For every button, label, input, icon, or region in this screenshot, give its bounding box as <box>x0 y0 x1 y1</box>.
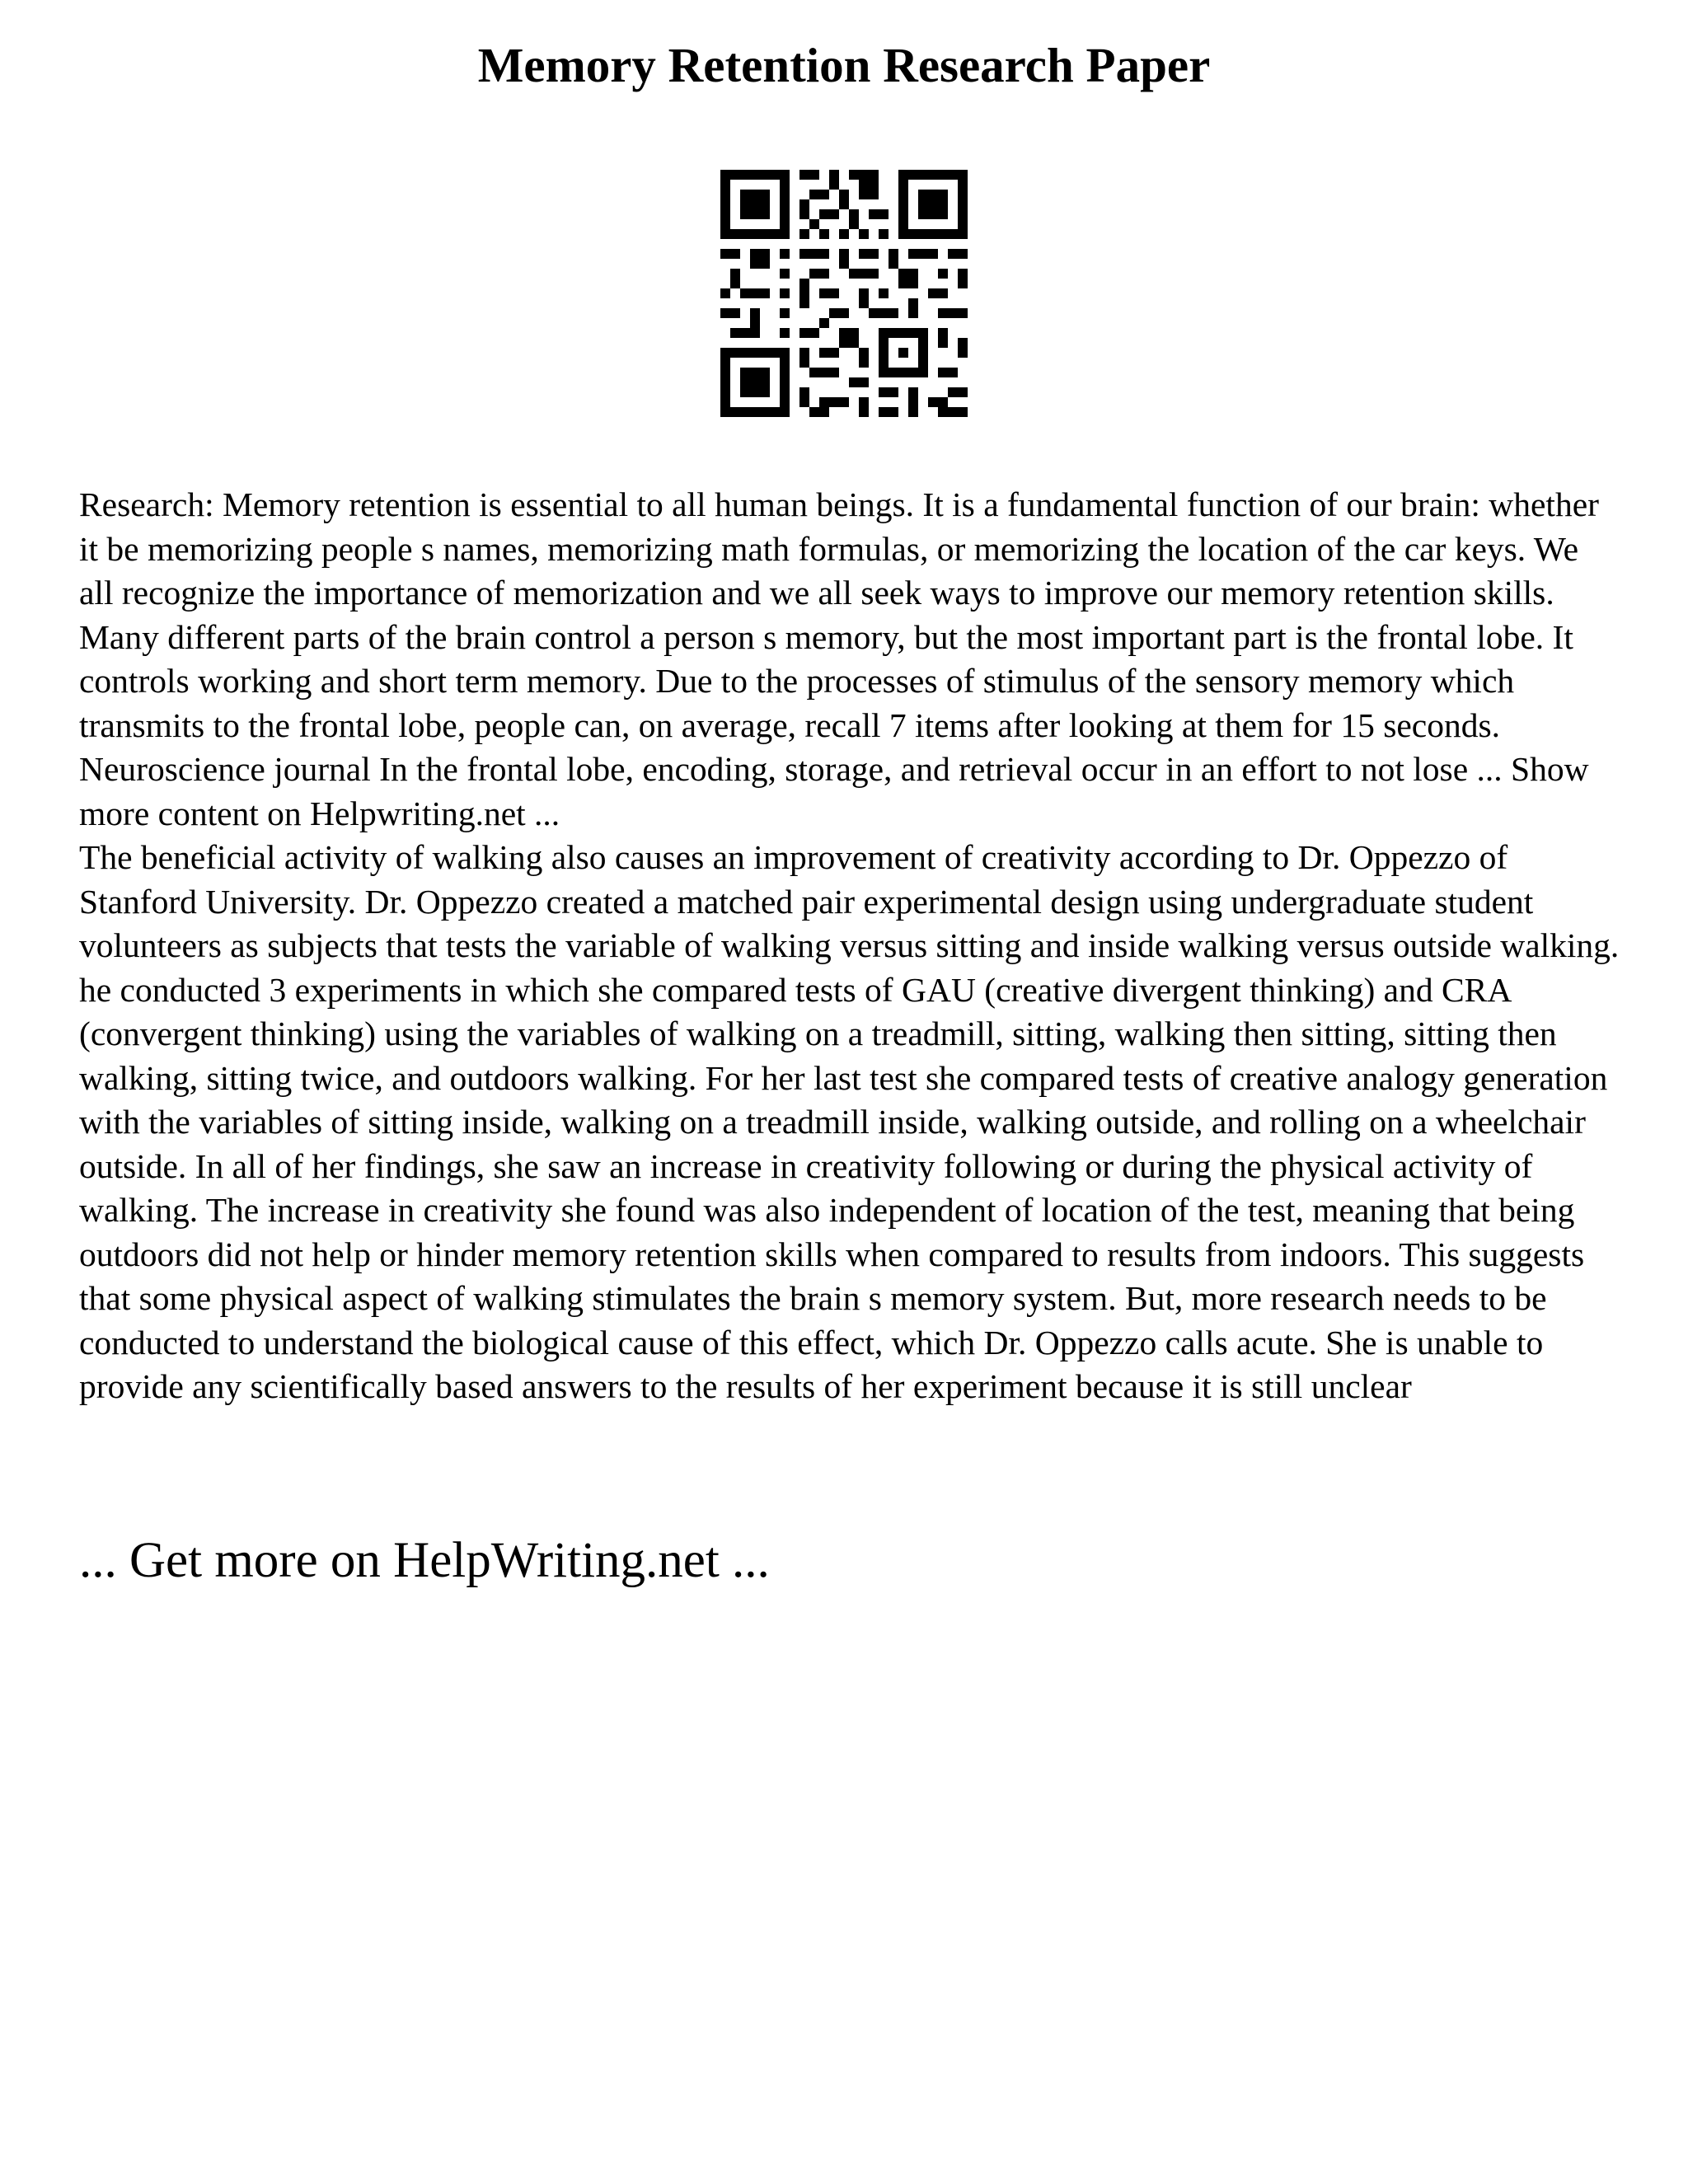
qr-code-icon[interactable] <box>720 170 968 417</box>
article-body <box>79 483 1620 1409</box>
page-title: Memory Retention Research Paper <box>477 38 1211 92</box>
paragraph-research: Research: Memory retention is essential to all human beings. It is a fundamental function of our brain: whether it be memorizing people s names, memorizing math formulas, or memorizing the location of the car keys. We all recognize the importance of memorization and we all seek ways to improve our memory retention skills. Many different parts of the brain control a person s memory, but the most important part is the frontal lobe. It controls working and short term memory. Due to the processes of stimulus of the sensory memory which transmits to the frontal lobe, people can, on average, recall 7 items after looking at them for 15 seconds. Neuroscience journal In the frontal lobe, encoding, storage, and retrieval occur in an effort to not lose ... Show more content on Helpwriting.net ... <box>79 485 1599 832</box>
paragraph-walking: The beneficial activity of walking also causes an improvement of creativity according to Dr. Oppezzo of Stanford University. Dr. Oppezzo created a matched pair experimental design using undergraduate student volunteers as subjects that tests the variable of walking versus sitting and inside walking versus outside walking. he conducted 3 experiments in which she compared tests of GAU (creative divergent thinking) and CRA (convergent thinking) using the variables of walking on a treadmill, sitting, walking then sitting, sitting then walking, sitting twice, and outdoors walking. For her last test she compared tests of creative analogy generation with the variables of sitting inside, walking on a treadmill inside, walking outside, and rolling on a wheelchair outside. In all of her findings, she saw an increase in creativity following or during the physical activity of walking. The increase in creativity she found was also independent of location of the test, meaning that being outdoors did not help or hinder memory retention skills when compared to results from indoors. This suggests that some physical aspect of walking stimulates the brain s memory system. But, more research needs to be conducted to understand the biological cause of this effect, which Dr. Oppezzo calls acute. She is unable to provide any scientifically based answers to the results of her experiment because it is still unclear <box>79 838 1620 1405</box>
get-more-link[interactable]: ... Get more on HelpWriting.net ... <box>79 1533 770 1588</box>
